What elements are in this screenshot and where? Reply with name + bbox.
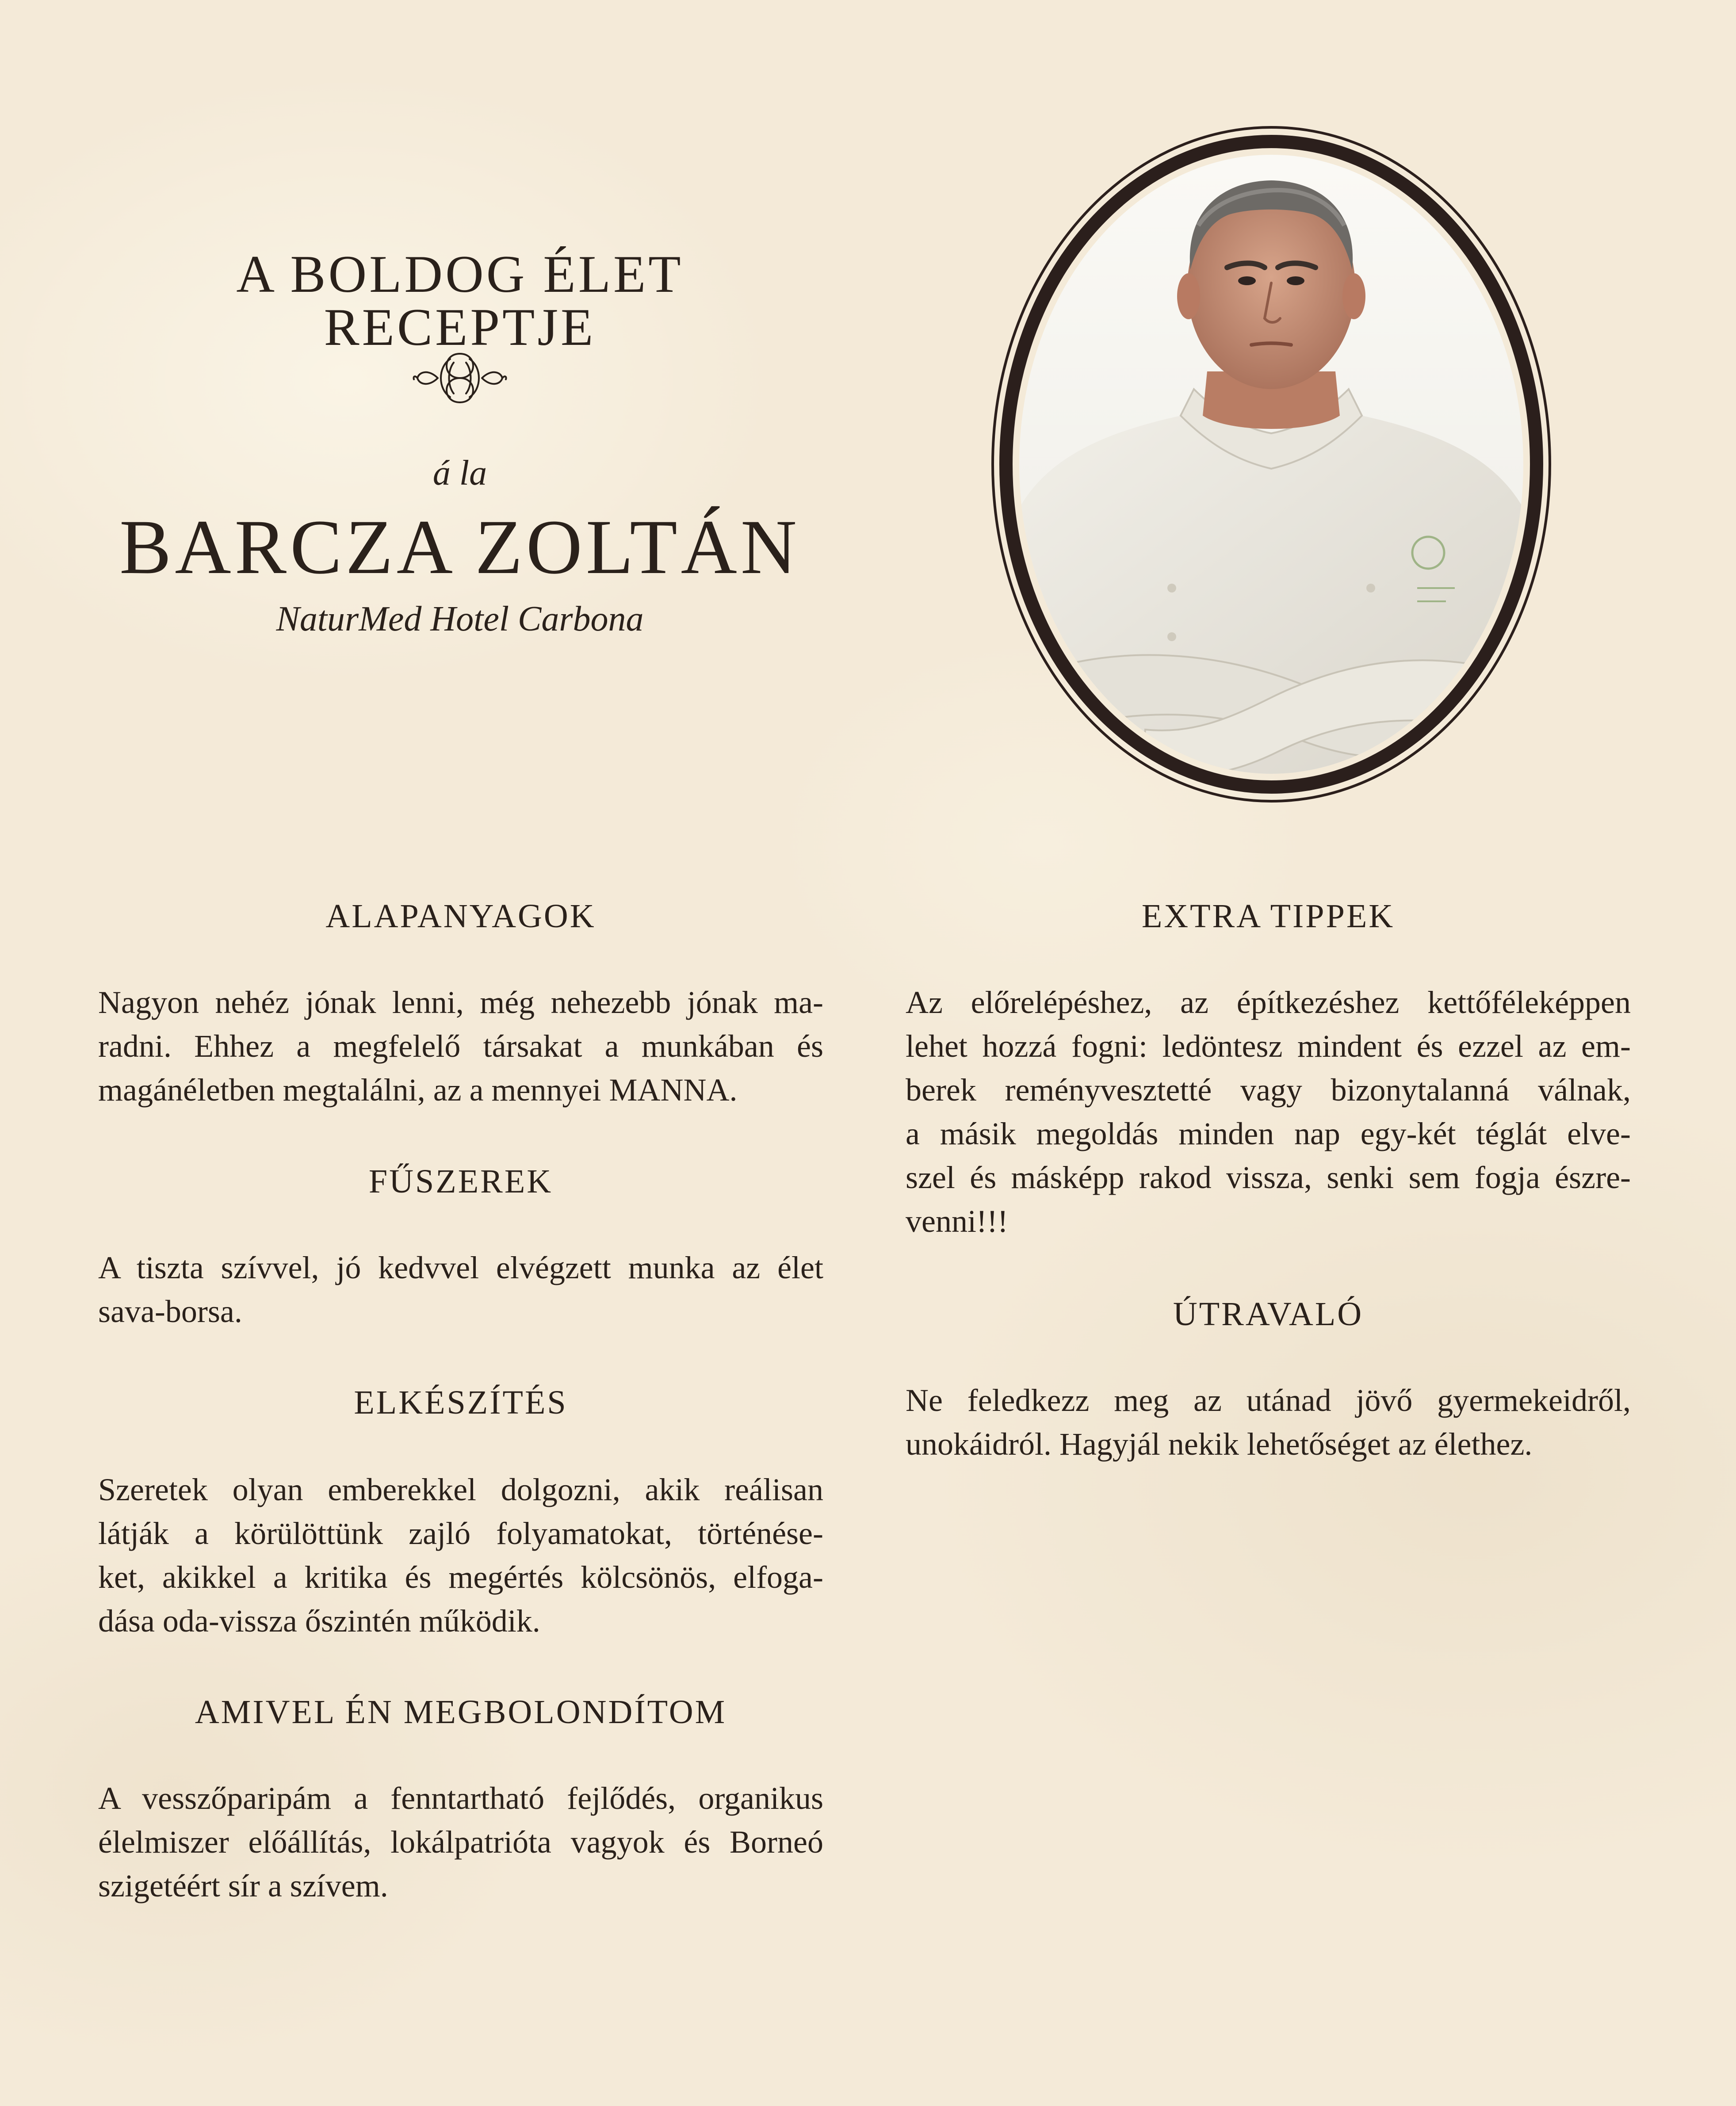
text-line: A vesszőparipám a fenntartható fejlődés, organikus: [98, 1781, 823, 1816]
text-line: lehet hozzá fogni: ledöntesz mindent és ezzel az em-: [906, 1028, 1631, 1064]
text-line: Szeretek olyan emberekkel dolgozni, akik reálisan: [98, 1472, 823, 1507]
text-line: A tiszta szívvel, jó kedvvel elvégzett munka az élet: [98, 1250, 823, 1285]
text-line: unokáidról. Hagyjál nekik lehetőséget az élethez.: [906, 1426, 1533, 1462]
text-line: venni!!!: [906, 1204, 1008, 1239]
a-la-text: á la: [432, 454, 487, 493]
section-heading-extra-tippek: EXTRA TIPPEK: [1141, 898, 1395, 935]
section-text-fuszerek: [98, 1246, 823, 1334]
section-text-amivel-en-megbolonditom: [98, 1777, 823, 1908]
text-line: radni. Ehhez a megfelelő társakat a munkában és: [98, 1028, 823, 1064]
text-line: szel és másképp rakod vissza, senki sem fogja észre-: [906, 1160, 1631, 1195]
text-line: szigetéért sír a szívem.: [98, 1868, 388, 1903]
section-text-alapanyagok: [98, 981, 823, 1112]
text-line: Nagyon nehéz jónak lenni, még nehezebb jónak ma-: [98, 985, 823, 1020]
section-heading-alapanyagok: ALAPANYAGOK: [325, 898, 596, 935]
text-line: Ne feledkezz meg az utánad jövő gyermekeidről,: [906, 1383, 1631, 1418]
flourish-ornament-icon: [411, 349, 509, 407]
section-heading-elkeszites: ELKÉSZÍTÉS: [354, 1384, 568, 1421]
text-line: ket, akikkel a kritika és megértés kölcsönös, elfoga-: [98, 1559, 823, 1595]
hotel-name: NaturMed Hotel Carbona: [276, 600, 644, 638]
section-heading-fuszerek: FŰSZEREK: [368, 1163, 553, 1200]
text-line: Az előrelépéshez, az építkezéshez kettőféleképpen: [906, 985, 1631, 1020]
text-line: a másik megoldás minden nap egy-két téglát elve-: [906, 1116, 1631, 1151]
text-line: berek reményvesztetté vagy bizonytalanná válnak,: [906, 1072, 1631, 1108]
text-line: sava-borsa.: [98, 1294, 242, 1329]
section-text-extra-tippek: [906, 981, 1631, 1243]
section-text-elkeszites: [98, 1468, 823, 1643]
text-line: élelmiszer előállítás, lokálpatrióta vagyok és Borneó: [98, 1824, 823, 1860]
section-text-utravalo: [906, 1379, 1631, 1466]
text-line: látják a körülöttünk zajló folyamatokat, történése-: [98, 1516, 823, 1551]
section-heading-utravalo: ÚTRAVALÓ: [1173, 1296, 1364, 1333]
text-line: dása oda-vissza őszintén működik.: [98, 1603, 540, 1639]
section-heading-amivel-en-megbolonditom: AMIVEL ÉN MEGBOLONDÍTOM: [195, 1693, 727, 1731]
chef-portrait: [986, 124, 1556, 805]
chef-name: BARCZA ZOLTÁN: [119, 504, 800, 590]
text-line: magánéletben megtalálni, az a mennyei MANNA.: [98, 1072, 738, 1108]
page-title: A BOLDOG ÉLET RECEPTJE: [236, 245, 684, 356]
